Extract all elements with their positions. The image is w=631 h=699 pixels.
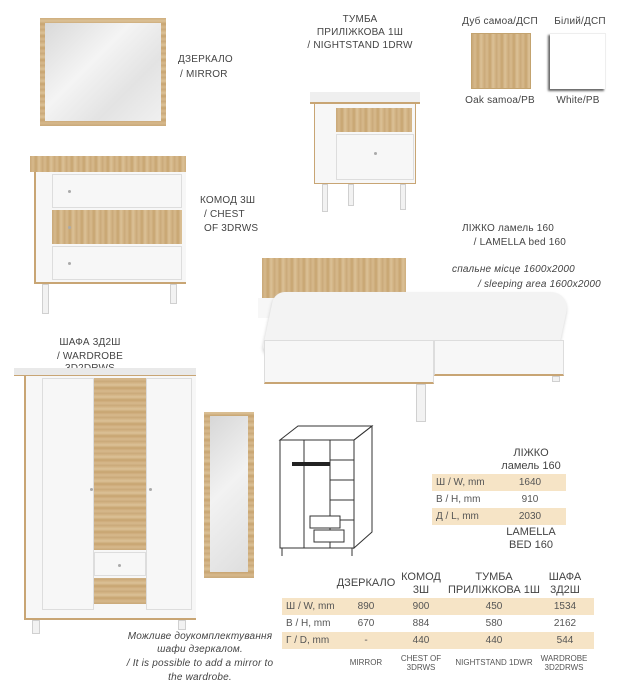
chest-label-ua: КОМОД 3Ш xyxy=(200,195,256,206)
bed-label-ua: ЛІЖКО ламель 160 xyxy=(461,223,554,234)
main-table-cell: 450 xyxy=(485,601,503,612)
main-table-footer-chest: CHEST OF xyxy=(400,654,442,663)
main-table-cell: - xyxy=(364,635,368,646)
bed-table-value: 1640 xyxy=(518,477,542,488)
bed-table-value: 910 xyxy=(521,494,539,505)
swatch-oak xyxy=(471,33,531,89)
swatch-oak-label-bottom: Oak samoa/PB xyxy=(465,95,535,106)
nightstand-image xyxy=(310,92,420,216)
main-table-dim: Г / D, mm xyxy=(286,635,330,646)
main-table-cell: 440 xyxy=(412,635,430,646)
note-line4: the wardrobe. xyxy=(168,672,232,683)
main-table-footer-wardrobe: WARDROBE xyxy=(540,654,588,663)
swatch-oak-label-top: Дуб самоа/ДСП xyxy=(462,16,538,27)
bed-table-foot1: LAMELLA xyxy=(506,526,556,538)
bed-table-title1: ЛІЖКО xyxy=(513,447,549,459)
main-table-dim: Ш / W, mm xyxy=(286,601,335,612)
bed-image xyxy=(258,254,570,426)
wardrobe-mirror-image xyxy=(204,412,254,578)
main-table-footer-nightstand: NIGHTSTAND 1DWR xyxy=(455,658,533,667)
bed-sleep-ua: спальне місце 1600х2000 xyxy=(452,264,575,275)
main-table-cell: 2162 xyxy=(553,618,577,629)
main-table-cell: 544 xyxy=(556,635,574,646)
bed-table-foot2: BED 160 xyxy=(508,539,554,551)
note-line1: Можливе доукомплектування xyxy=(127,631,273,642)
bed-table-dim: Ш / W, mm xyxy=(436,477,485,488)
bed-table-value: 2030 xyxy=(518,511,542,522)
note-line3: / It is possible to add a mirror to xyxy=(126,658,274,669)
main-table-header-mirror: ДЗЕРКАЛО xyxy=(336,577,396,589)
main-table-footer-wardrobe-2: 3D2DRWS xyxy=(544,663,584,672)
note-line2: шафи дзеркалом. xyxy=(157,644,243,655)
main-table-header-chest: КОМОД xyxy=(401,571,441,583)
bed-table-dim: Д / L, mm xyxy=(436,511,479,522)
main-table-cell: 1534 xyxy=(553,601,577,612)
mirror-label-ua: ДЗЕРКАЛО xyxy=(178,54,233,65)
main-table-cell: 580 xyxy=(485,618,503,629)
bed-label-en: / LAMELLA bed 160 xyxy=(473,237,566,248)
main-table-cell: 900 xyxy=(412,601,430,612)
main-table-header-chest-2: 3Ш xyxy=(412,584,430,596)
main-table-cell: 890 xyxy=(357,601,375,612)
swatch-white xyxy=(550,33,606,89)
chest-label-en2: OF 3DRWS xyxy=(204,223,259,234)
main-table-cell: 440 xyxy=(485,635,503,646)
main-table-header-wardrobe-2: 3Д2Ш xyxy=(550,584,580,596)
mirror-label-en: / MIRROR xyxy=(180,69,228,80)
nightstand-label-ua2: ПРИЛІЖКОВА 1Ш xyxy=(316,27,404,38)
bed-table-title2: ламель 160 xyxy=(501,460,561,472)
main-table-footer-chest-2: 3DRWS xyxy=(406,663,436,672)
main-table-footer-mirror: MIRROR xyxy=(349,658,383,667)
chest-label-en1: / CHEST xyxy=(204,209,245,220)
wardrobe-scheme-drawing xyxy=(274,420,378,560)
main-table-cell: 884 xyxy=(412,618,430,629)
swatch-white-label-top: Білий/ДСП xyxy=(554,16,606,27)
bed-sleep-en: / sleeping area 1600х2000 xyxy=(478,279,601,290)
bed-table-dim: В / H, mm xyxy=(436,494,481,505)
wardrobe-label-ua: ШАФА 3Д2Ш xyxy=(59,337,121,348)
main-table-header-nightstand: ТУМБА xyxy=(475,571,513,583)
chest-image xyxy=(30,156,186,316)
main-table-cell: 670 xyxy=(357,618,375,629)
main-table-header-wardrobe: ШАФА xyxy=(548,571,582,583)
nightstand-label-en: / NIGHTSTAND 1DRW xyxy=(307,40,413,51)
nightstand-label-ua1: ТУМБА xyxy=(342,14,378,25)
main-table-header-nightstand-2: ПРИЛІЖКОВА 1Ш xyxy=(448,584,540,596)
swatch-white-label-bottom: White/PB xyxy=(556,95,600,106)
main-table-dim: В / H, mm xyxy=(286,618,331,629)
wardrobe-label-en: / WARDROBE xyxy=(56,351,124,362)
mirror-image xyxy=(40,18,166,126)
wardrobe-image xyxy=(14,368,200,636)
